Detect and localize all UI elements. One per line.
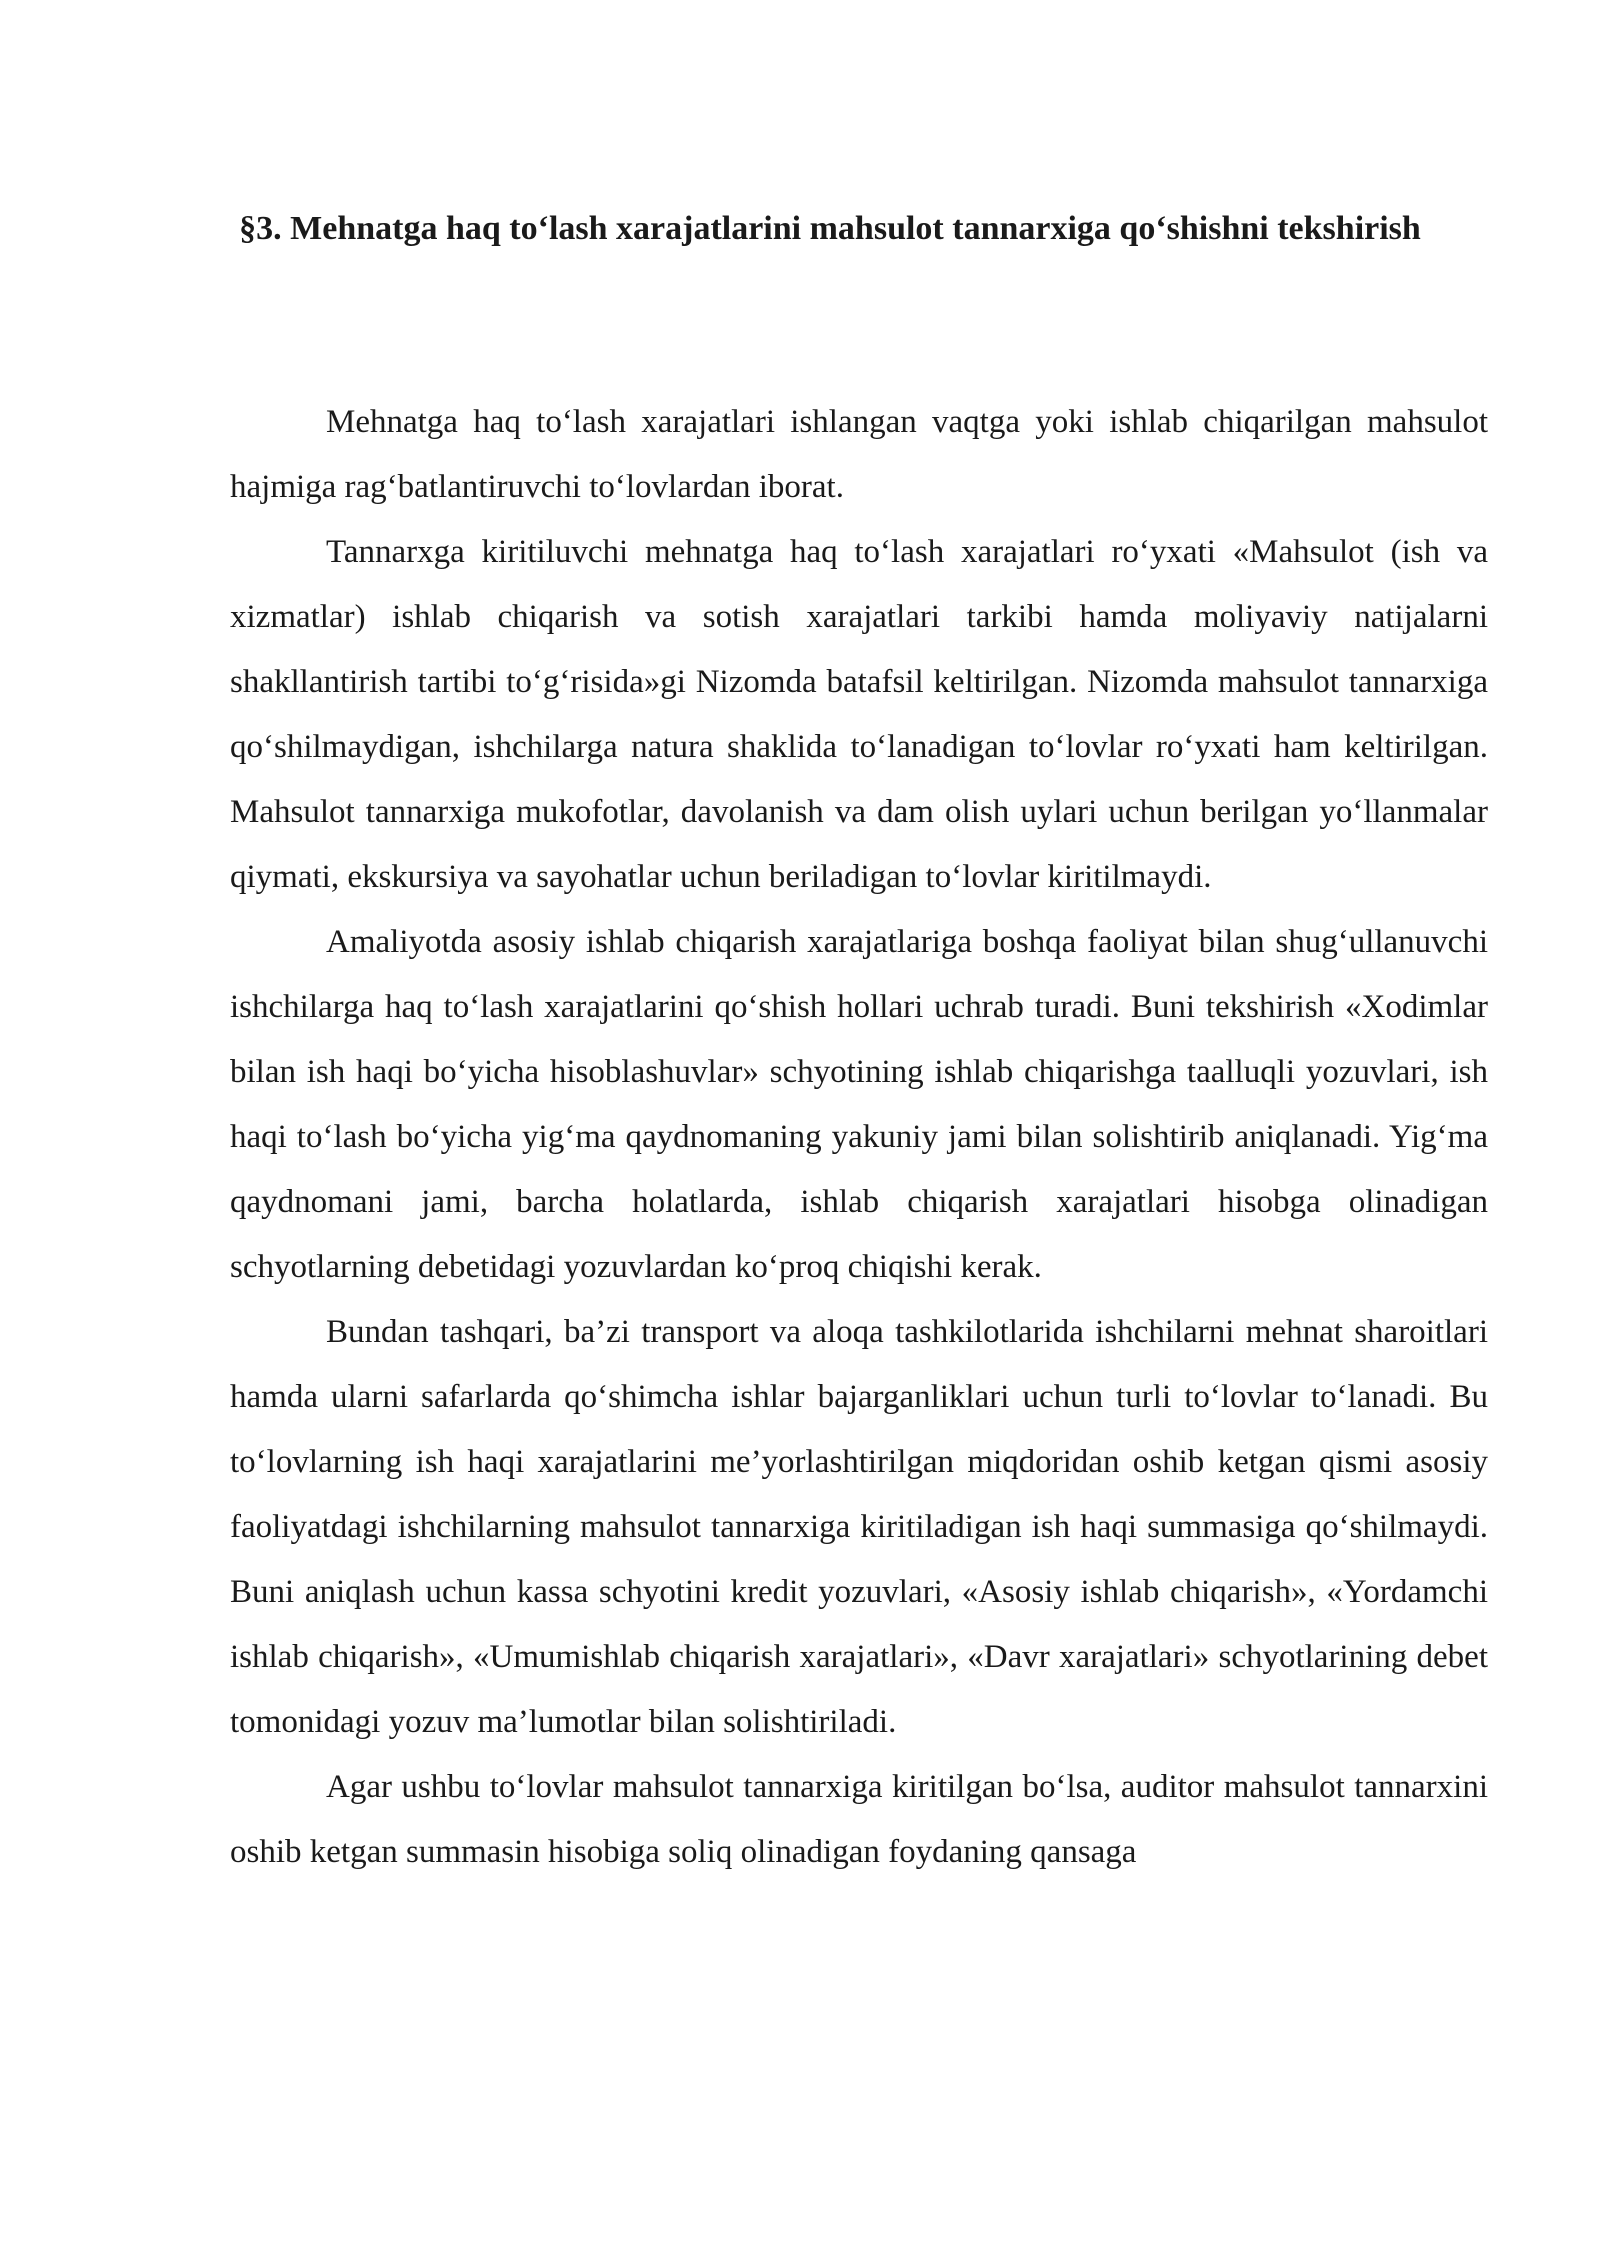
- paragraph: Amaliyotda asosiy ishlab chiqarish xarajatlariga boshqa faoliyat bilan shug‘ullanuvchi ishchilarga haq to‘lash xarajatlarini qo‘shish hollari uchrab turadi. Buni tekshirish «Xodimlar bilan ish haqi bo‘yicha hisoblashuvlar» schyotining ishlab chiqarishga taalluqli yozuvlari, ish haqi to‘lash bo‘yicha yig‘ma qaydnomaning yakuniy jami bilan solishtirib aniqlanadi. Yig‘ma qaydnomani jami, barcha holatlarda, ishlab chiqarish xarajatlari hisobga olinadigan schyotlarning debetidagi yozuvlardan ko‘proq chiqishi kerak.: [230, 924, 1488, 1285]
- paragraph: Tannarxga kiritiluvchi mehnatga haq to‘lash xarajatlari ro‘yxati «Mahsulot (ish va xizmatlar) ishlab chiqarish va sotish xarajatlari tarkibi hamda moliyaviy natijalarni shakllantirish tartibi to‘g‘risida»gi Nizomda batafsil keltirilgan. Nizomda mahsulot tannarxiga qo‘shilmaydigan, ishchilarga natura shaklida to‘lanadigan to‘lovlar ro‘yxati ham keltirilgan. Mahsulot tannarxiga mukofotlar, davolanish va dam olish uylari uchun berilgan yo‘llanmalar qiymati, ekskursiya va sayohatlar uchun beriladigan to‘lovlar kiritilmaydi.: [230, 534, 1488, 895]
- body-text: [230, 390, 1488, 1885]
- section-heading: §3. Mehnatga haq to‘lash xarajatlarini mahsulot tannarxiga qo‘shishni tekshirish: [239, 210, 1421, 247]
- paragraph: Bundan tashqari, ba’zi transport va aloqa tashkilotlarida ishchilarni mehnat sharoitlari hamda ularni safarlarda qo‘shimcha ishlar bajarganliklari uchun turli to‘lovlar to‘lanadi. Bu to‘lovlarning ish haqi xarajatlarini me’yorlashtirilgan miqdoridan oshib ketgan qismi asosiy faoliyatdagi ishchilarning mahsulot tannarxiga kiritiladigan ish haqi summasiga qo‘shilmaydi. Buni aniqlash uchun kassa schyotini kredit yozuvlari, «Asosiy ishlab chiqarish», «Yordamchi ishlab chiqarish», «Umumishlab chiqarish xarajatlari», «Davr xarajatlari» schyotlarining debet tomonidagi yozuv ma’lumotlar bilan solishtiriladi.: [230, 1314, 1488, 1740]
- paragraph: Mehnatga haq to‘lash xarajatlari ishlangan vaqtga yoki ishlab chiqarilgan mahsulot hajmiga rag‘batlantiruvchi to‘lovlardan iborat.: [230, 404, 1488, 505]
- paragraph: Agar ushbu to‘lovlar mahsulot tannarxiga kiritilgan bo‘lsa, auditor mahsulot tannarxini oshib ketgan summasin hisobiga soliq olinadigan foydaning qansaga: [230, 1769, 1488, 1870]
